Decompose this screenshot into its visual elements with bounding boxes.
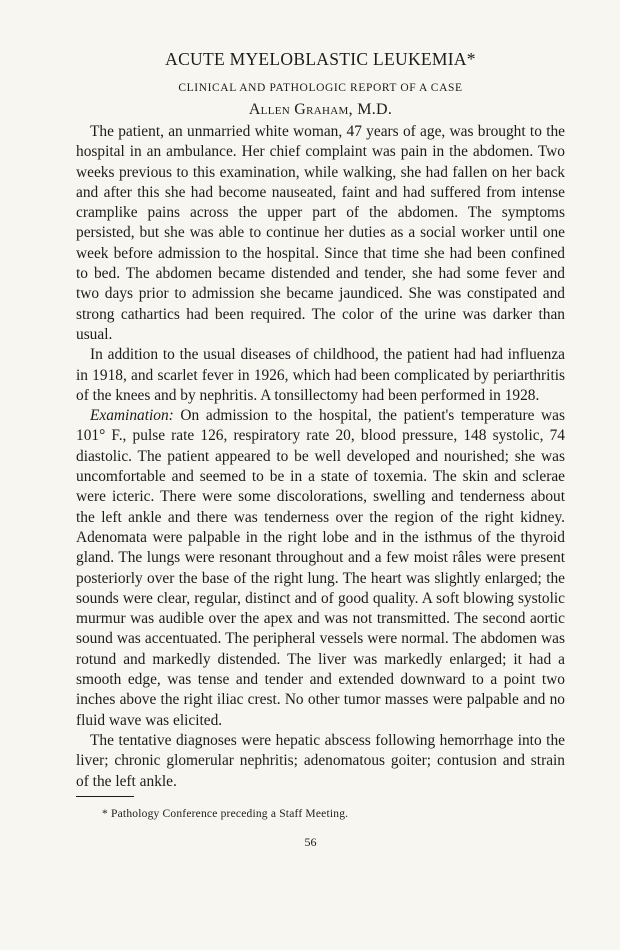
paragraph-examination [76, 406, 565, 731]
examination-lead: Examination: [90, 407, 174, 425]
paragraph-diagnoses: The tentative diagnoses were hepatic abscess following hemorrhage into the liver; chronic glomerular nephritis; adenomatous goiter; contusion and strain of the left ankle. [76, 731, 565, 790]
footnote: * Pathology Conference preceding a Staff Meeting. [102, 807, 349, 820]
examination-text: On admission to the hospital, the patient's temperature was 101° F., pulse rate 126, respiratory rate 20, blood pressure, 148 systolic, 74 diastolic. The patient appeared to be well developed and nourished; she was uncomfortable and seemed to be in a state of toxemia. The skin and sclerae were icteric. There were some discolorations, swelling and tenderness about the left ankle and there was tenderness over the region of the right kidney. Adenomata were palpable in the right lobe and in the isthmus of the thyroid gland. The lungs were resonant throughout and a few moist râles were present posteriorly over the base of the right lung. The heart was slightly enlarged; the sounds were clear, regular, distinct and of good quality. A soft blowing systolic murmur was audible over the apex and was not transmitted. The second aortic sound was accentuated. The peripheral vessels were normal. The abdomen was rotund and markedly distended. The liver was markedly enlarged; it had a smooth edge, was tense and tender and extended downward to a point two inches above the right iliac crest. No other tumor masses were palpable and no fluid wave was elicited. [76, 407, 565, 729]
paragraph-history: The patient, an unmarried white woman, 47 years of age, was brought to the hospital in an ambulance. Her chief complaint was pain in the abdomen. Two weeks previous to this examination, while walking, she had fallen on her back and after this she had become nauseated, faint and had suffered from intense cramplike pains across the upper part of the abdomen. The symptoms persisted, but she was able to continue her duties as a social worker until one week before admission to the hospital. Since that time she had been confined to bed. The abdomen became distended and tender, she had some fever and two days prior to admission she became jaundiced. She was constipated and strong cathartics had been required. The color of the urine was darker than usual. [76, 123, 565, 343]
paragraph-past-history: In addition to the usual diseases of childhood, the patient had had influenza in 1918, and scarlet fever in 1926, which had been complicated by periarthritis of the knees and by nephritis. A tonsillectomy had been performed in 1928. [76, 346, 565, 404]
article-body [76, 122, 565, 792]
article-subtitle: CLINICAL AND PATHOLOGIC REPORT OF A CASE [178, 82, 463, 94]
article-title: ACUTE MYELOBLASTIC LEUKEMIA* [165, 49, 476, 69]
page-number: 56 [304, 834, 317, 849]
article-author: Allen Graham, M.D. [248, 101, 393, 118]
footnote-divider [76, 796, 134, 797]
